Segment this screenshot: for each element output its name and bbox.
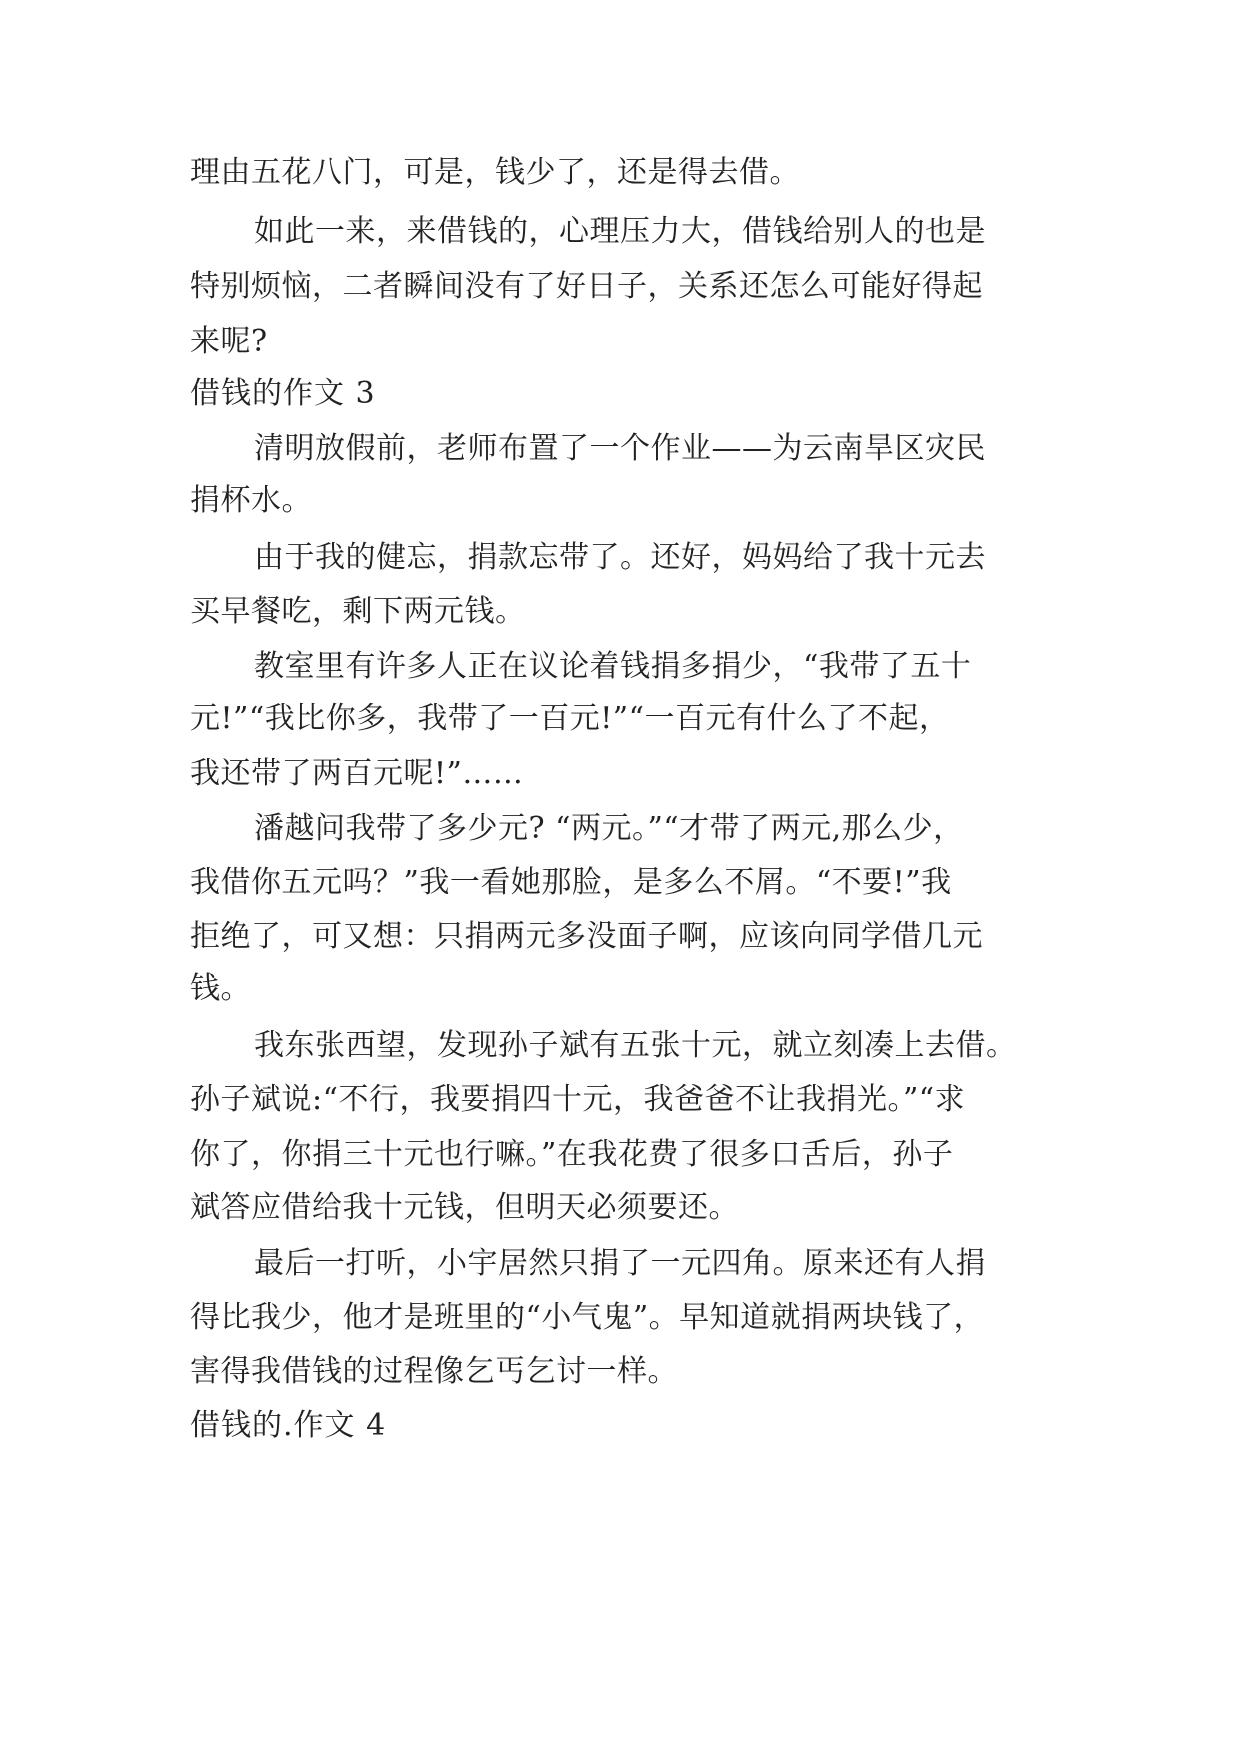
paragraph-line: 特别烦恼，二者瞬间没有了好日子，关系还怎么可能好得起 — [190, 269, 983, 304]
paragraph-line: 我借你五元吗？”我一看她那脸，是多么不屑。“不要!”我 — [190, 865, 952, 900]
paragraph-line: 如此一来，来借钱的，心理压力大，借钱给别人的也是 — [254, 214, 986, 249]
paragraph-line: 得比我少，他才是班里的“小气鬼”。早知道就捐两块钱了， — [190, 1300, 985, 1335]
paragraph-line: 清明放假前，老师布置了一个作业——为云南旱区灾民 — [254, 431, 986, 466]
paragraph-line: 钱。 — [190, 971, 251, 1006]
paragraph-line: 教室里有许多人正在议论着钱捐多捐少，“我带了五十 — [254, 649, 972, 684]
paragraph-line: 拒绝了，可又想：只捐两元多没面子啊，应该向同学借几元 — [190, 919, 983, 954]
essay-heading-4: 借钱的.作文 4 — [190, 1408, 387, 1443]
paragraph-line: 理由五花八门，可是，钱少了，还是得去借。 — [190, 155, 800, 190]
paragraph-line: 斌答应借给我十元钱，但明天必须要还。 — [190, 1190, 739, 1225]
essay-heading-3: 借钱的作文 3 — [190, 376, 376, 411]
paragraph-line: 害得我借钱的过程像乞丐乞讨一样。 — [190, 1354, 678, 1389]
paragraph-line: 我东张西望，发现孙子斌有五张十元，就立刻凑上去借。 — [254, 1028, 1017, 1063]
paragraph-line: 捐杯水。 — [190, 483, 312, 518]
paragraph-line: 孙子斌说:“不行，我要捐四十元，我爸爸不让我捐光。”“求 — [190, 1082, 966, 1117]
paragraph-line: 潘越问我带了多少元? “两元。”“才带了两元,那么少， — [254, 811, 964, 846]
paragraph-line: 元!”“我比你多，我带了一百元!”“一百元有什么了不起， — [190, 701, 950, 736]
paragraph-line: 买早餐吃，剩下两元钱。 — [190, 594, 526, 629]
paragraph-line: 来呢? — [190, 324, 268, 359]
paragraph-line: 最后一打听，小宇居然只捐了一元四角。原来还有人捐 — [254, 1246, 986, 1281]
paragraph-line: 我还带了两百元呢!”…… — [190, 756, 524, 791]
paragraph-line: 你了，你捐三十元也行嘛。”在我花费了很多口舌后，孙子 — [190, 1137, 954, 1172]
paragraph-line: 由于我的健忘，捐款忘带了。还好，妈妈给了我十元去 — [254, 540, 986, 575]
